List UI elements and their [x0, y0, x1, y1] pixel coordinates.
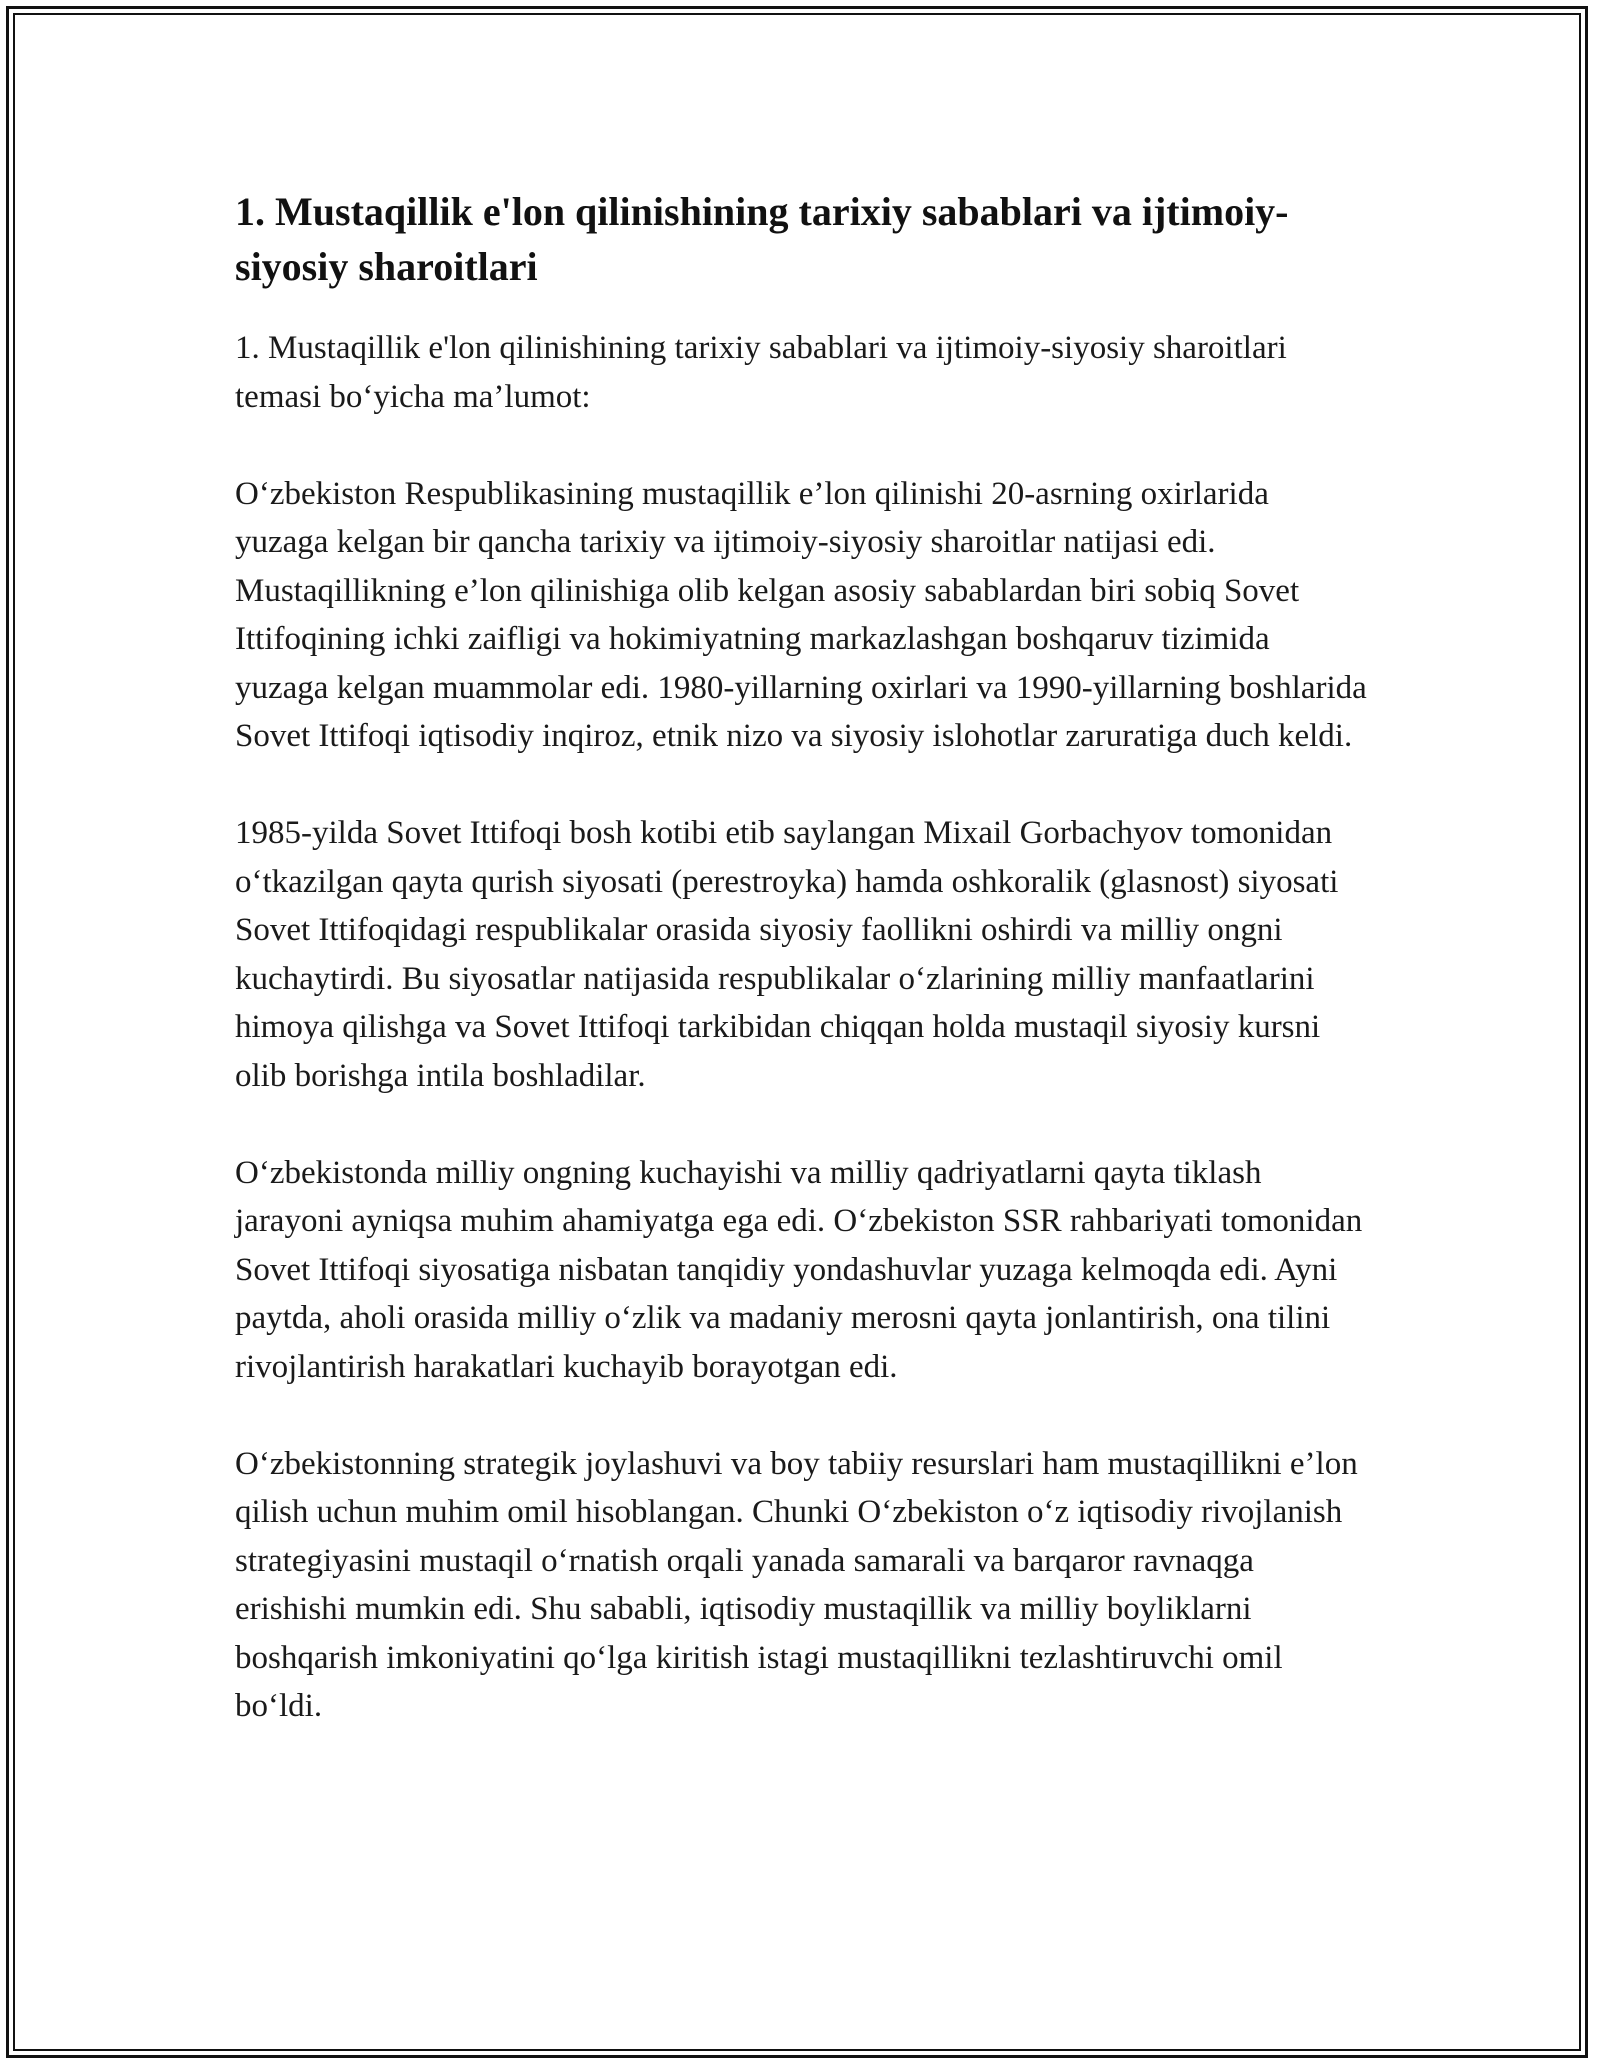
paragraph-historical-causes: O‘zbekiston Respublikasining mustaqillik e’lon qilinishi 20-asrning oxirlarida yuzaga kelgan bir qancha tarixiy va ijtimoiy-siyosiy sharoitlar natijasi edi. Mustaqillikning e’lon qilinishiga olib kelgan asosiy sabablardan biri sobiq Sovet Ittifoqining ichki zaifligi va hokimiyatning markazlashgan boshqaruv tizimida yuzaga kelgan muammolar edi. 1980-yillarning oxirlari va 1990-yillarning boshlarida Sovet Ittifoqi iqtisodiy inqiroz, etnik nizo va siyosiy islohotlar zaruratiga duch keldi.: [235, 475, 1367, 754]
document-title: 1. Mustaqillik e'lon qilinishining tarixiy sabablari va ijtimoiy-siyosiy sharoitlari: [235, 189, 1289, 289]
paragraph-intro: 1. Mustaqillik e'lon qilinishining tarixiy sabablari va ijtimoiy-siyosiy sharoitlari temasi bo‘yicha ma’lumot:: [235, 330, 1287, 415]
paragraph-strategic-resources: O‘zbekistonning strategik joylashuvi va boy tabiiy resurslari ham mustaqillikni e’lon qilish uchun muhim omil hisoblangan. Chunki O‘zbekiston o‘z iqtisodiy rivojlanish strategiyasini mustaqil o‘rnatish orqali yanada samarali va barqaror ravnaqga erishishi mumkin edi. Shu sababli, iqtisodiy mustaqillik va milliy boyliklarni boshqarish imkoniyatini qo‘lga kiritish istagi mustaqillikni tezlashtiruvchi omil bo‘ldi.: [235, 1445, 1358, 1724]
document-body: [235, 184, 1370, 1779]
paragraph-perestroika: 1985-yilda Sovet Ittifoqi bosh kotibi etib saylangan Mixail Gorbachyov tomonidan o‘tkazilgan qayta qurish siyosati (perestroyka) hamda oshkoralik (glasnost) siyosati Sovet Ittifoqidagi respublikalar orasida siyosiy faollikni oshirdi va milliy ongni kuchaytirdi. Bu siyosatlar natijasida respublikalar o‘zlarining milliy manfaatlarini himoya qilishga va Sovet Ittifoqi tarkibidan chiqqan holda mustaqil siyosiy kursni olib borishga intila boshladilar.: [235, 815, 1339, 1094]
paragraph-national-consciousness: O‘zbekistonda milliy ongning kuchayishi va milliy qadriyatlarni qayta tiklash jarayoni ayniqsa muhim ahamiyatga ega edi. O‘zbekiston SSR rahbariyati tomonidan Sovet Ittifoqi siyosatiga nisbatan tanqidiy yondashuvlar yuzaga kelmoqda edi. Ayni paytda, aholi orasida milliy o‘zlik va madaniy merosni qayta jonlantirish, ona tilini rivojlantirish harakatlari kuchayib borayotgan edi.: [235, 1154, 1363, 1385]
